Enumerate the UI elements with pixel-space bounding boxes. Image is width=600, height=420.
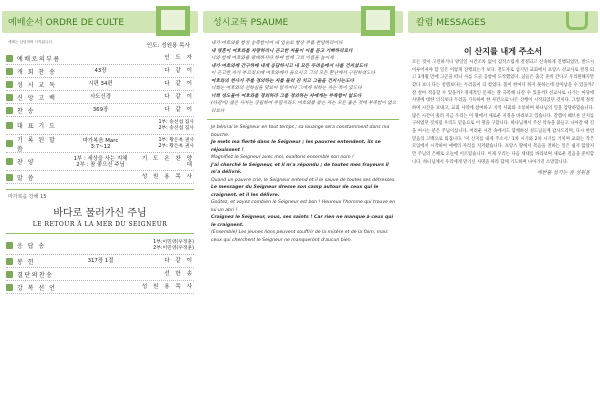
order-leader: 다 같 이 <box>164 81 194 87</box>
coffee-cup-icon <box>566 12 588 30</box>
order-detail: 시편 34편 <box>88 81 113 87</box>
order-leader: 다 같 이 <box>164 68 194 74</box>
order-list <box>2 49 198 184</box>
order-header <box>2 8 198 38</box>
psalm-verse: 내 영혼이 여호와를 자랑하리니 곤고한 자들이 이를 듣고 기뻐하리로다 <box>211 48 353 54</box>
presider-label: 인도: 성원용 목사 <box>146 43 190 49</box>
psalm-french <box>203 120 403 244</box>
sermon-series-tag: 마가복음 강해 15 <box>8 194 47 200</box>
order-leader: 1부: 황은옥 권사 2부: 황은옥 권사 <box>158 137 194 149</box>
order-label: 찬 양 <box>17 159 35 166</box>
after-sermon-list <box>2 234 198 294</box>
order-row <box>6 91 194 104</box>
order-label: 개 회 찬 송 <box>17 68 57 76</box>
order-leader: 다 같 이 <box>164 107 194 113</box>
bullet-square-icon <box>6 258 13 265</box>
order-header-title: 예배순서 ORDRE DE CULTE <box>8 18 125 28</box>
bullet-square-icon <box>6 174 13 181</box>
sermon-title: 바다로 물러가신 주님 <box>53 208 147 219</box>
psalm-header-title: 성시교독 PSAUME <box>213 18 289 28</box>
psalm-header <box>203 8 403 38</box>
bullet-square-icon <box>6 140 13 147</box>
message-header <box>408 8 598 38</box>
message-signature: 에반불 섬기는 종 성원용 <box>536 170 590 177</box>
order-row <box>6 135 194 153</box>
order-label: 성 시 교 독 <box>17 81 57 89</box>
order-row <box>6 52 194 65</box>
order-detail: 43장 <box>94 68 107 74</box>
bullet-square-icon <box>6 107 13 114</box>
bullet-square-icon <box>6 81 13 88</box>
psalm-verse: 내가 여호와께 간구하매 내게 응답하시고 내 모든 두려움에서 나를 건지셨도다 <box>211 63 368 69</box>
order-leader: 성 원 용 목 사 <box>141 174 194 180</box>
psalm-verse: 너희는 여호와의 선하심을 맛보아 알지어다 그에게 피하는 자는 복이 있도다 <box>211 86 362 91</box>
message-header-title: 칼럼 MESSAGES <box>416 18 486 28</box>
psalm-verse: Je mets ma fierté dans le Seigneur ; les pauvres entendent, ils se réjouissent ! <box>211 140 381 153</box>
bullet-square-icon <box>6 271 13 278</box>
order-row <box>6 117 194 135</box>
order-note: 예배는 입당하며 시작됩니다. <box>8 40 54 44</box>
order-detail: 사도신경 <box>90 94 111 100</box>
order-detail: 317장 1절 <box>87 258 114 264</box>
order-leader: 인 도 자 <box>164 55 194 61</box>
order-label: 응 답 송 <box>17 243 46 250</box>
message-body: 모든 것이 고린하거나 양일일 시간조차 없이 갑작스럽게 결정되고 신속하게 진행되었던, 반드시 이루어져야 할 일은 이렇게 진행되는가 보다. 전도자로 섬기던 교회에서 프랑스 선교사로 결정 되고 3개월 만에 고곤을 떠나 사를 드골 공항에 도착했었다. 남들은 출국 준비 간다고 우리원해지만 갔다 보니 다는 설렘보다는 두려움이 더 컸었다. 불어 한마디 하지 못하는데 살아남을 수 있을까? 잘 살아 적응할 수 있을까? 경제적인 문제는 잘 극복해 나갈 수 있을까? 선교사로 나가는 마당에 사명에 대한 의식보다 두려움 가득하여 한 사건으로 나은 산행이 시작되었던 것이다. 그렇게 정착하며 시간을 보내고, 교회 사역에 참여하고 지역 사회와 소통하며 하나님의 일을 감당하였습니다. 많은 시간이 흘러 지금 우리는 이 땅에서 새로운 지경을 바라보고 있습니다. 갈렙이 헤브론 산지를 구하였던 것처럼 우리도 믿음으로 이 땅을 구합니다. 하나님께서 주신 약속을 붙들고 나아갈 때 길을 여시는 분은 주님이십니다. 어려운 시간 속에서도 함께하신 성도님들께 감사드리며, 다시 한번 믿음의 고백으로 외칩니다. '이 산지를 내게 주소서.' 1차 시기와 2차 시기를 거치며 교회는 작은 모임에서 시작하여 예배의 자리를 지켜왔습니다. 프랑스 땅에서 복음을 전하는 일은 쉽지 않았지만 주님의 은혜로 오늘에 이르렀습니다. 이제 우리는 다음 세대를 바라보며 새로운 걸음을 준비합니다. 하나님께서 우리에게 맡기신 사명을 따라 함께 기도하며 나아가길 소망합니다. <box>412 60 594 165</box>
psalm-verse: Goûtez, et voyez combien le Seigneur est bon ! Heureux l'homme qui trouve en lui un abri ! <box>211 200 396 213</box>
cross-book-icon <box>156 6 190 36</box>
psalm-verse: Le messager du Seigneur dresse son camp autour de ceux qui le craignent, et il les délivre. <box>211 185 379 198</box>
message-title: 이 산지를 내게 주소서 <box>464 47 542 56</box>
order-label: 결단의찬송 <box>17 271 54 279</box>
order-detail: 369장 <box>92 107 109 113</box>
order-label: 강 복 선 언 <box>17 284 57 292</box>
order-row <box>6 268 194 281</box>
bullet-square-icon <box>6 68 13 75</box>
order-leader: 기 도 온 찬 양 대 <box>141 155 194 168</box>
bullet-square-icon <box>6 158 13 165</box>
psalm-verse: 이 곤고한 자가 부르짖으매 여호와께서 들으시고 그의 모든 환난에서 구원하셨도다 <box>211 71 376 76</box>
order-row <box>6 153 194 171</box>
psalm-verse: Quand un pauvre crie, le Seigneur entend et il le sauve de toutes ses détresses. <box>211 177 396 183</box>
order-label: 말 씀 <box>17 174 35 182</box>
psalm-verse: J'ai cherché le Seigneur, et il m'a répondu ; de toutes mes frayeurs il m'a délivré. <box>211 162 389 175</box>
order-detail: 1부 : 세상을 사는 지혜 2부 : 참 좋으신 주님 <box>73 155 128 168</box>
order-leader: 선 한 송 <box>164 271 194 277</box>
order-leader: 다 같 이 <box>164 94 194 100</box>
order-label: 찬 송 <box>17 107 35 115</box>
order-label: 신 앙 고 백 <box>17 94 57 102</box>
psalm-verse: (다같이) 젊은 사자는 궁핍하여 주릴지라도 여호와를 찾는 자는 모든 좋은 것에 부족함이 없으리로다 <box>211 101 397 114</box>
order-label: 대 표 기 도 <box>17 123 57 130</box>
psalm-korean <box>203 38 403 115</box>
order-row <box>6 237 194 255</box>
psalm-verse: 나와 함께 여호와를 광대하시다 하며 함께 그의 이름을 높이세 <box>211 56 334 61</box>
psalm-verse: 내가 여호와를 항상 송축함이여 내 입술로 항상 주를 찬양하리이다 <box>211 41 343 46</box>
psalm-verse: Magnifiez le Seigneur avec moi, exaltons ensemble son nom ! <box>211 155 354 160</box>
psalm-verse: 너희 성도들아 여호와를 경외하라 그를 경외하는 자에게는 부족함이 없도다 <box>211 93 362 99</box>
psalm-verse: Craignez le Seigneur, vous, ses saints ! Car rien ne manque à ceux qui le craignent. <box>211 215 394 228</box>
order-leader: 성 원 용 목 사 <box>141 284 194 290</box>
order-leader: 1부:이민영(우정훈) 2부:이민영(우정훈) <box>153 239 194 251</box>
order-row <box>6 255 194 268</box>
psalm-column <box>203 0 403 420</box>
order-row <box>6 281 194 294</box>
psalm-verse: (Ensemble) Les jeunes lions peuvent souffrir de la misère et de la faim, mais ceux qui cherchent le Seigneur ne manqueront d'aucun bien. <box>211 230 388 243</box>
order-row <box>6 65 194 78</box>
sermon-subtitle: LE RETOUR À LA MER DU SEIGNEUR <box>32 221 168 228</box>
open-book-icon <box>361 6 395 36</box>
order-row <box>6 78 194 91</box>
divider <box>6 189 194 190</box>
order-leader: 1부: 송선섭 집사 2부: 송선섭 집사 <box>158 119 194 131</box>
psalm-verse: Je bénirai le Seigneur en tout temps ; sa louange sera constamment dans ma bouche. <box>211 125 390 138</box>
bullet-square-icon <box>6 284 13 291</box>
bullet-square-icon <box>6 55 13 62</box>
psalm-verse: 여호와의 천사가 주를 경외하는 자를 둘러 진 치고 그들을 건지시는도다 <box>211 78 355 84</box>
bullet-square-icon <box>6 242 13 249</box>
order-leader: 다 같 이 <box>164 258 194 264</box>
order-label: 예배로의부름 <box>17 55 61 63</box>
order-label: 기 록 된 말 씀 <box>17 136 57 153</box>
order-row <box>6 104 194 117</box>
order-row <box>6 171 194 184</box>
bullet-square-icon <box>6 122 13 129</box>
message-column <box>408 0 598 420</box>
order-detail: 마가복음 Marc 3:7~12 <box>82 137 119 150</box>
order-of-service-column <box>2 0 198 420</box>
order-label: 봉 헌 <box>17 258 35 266</box>
bullet-square-icon <box>6 94 13 101</box>
